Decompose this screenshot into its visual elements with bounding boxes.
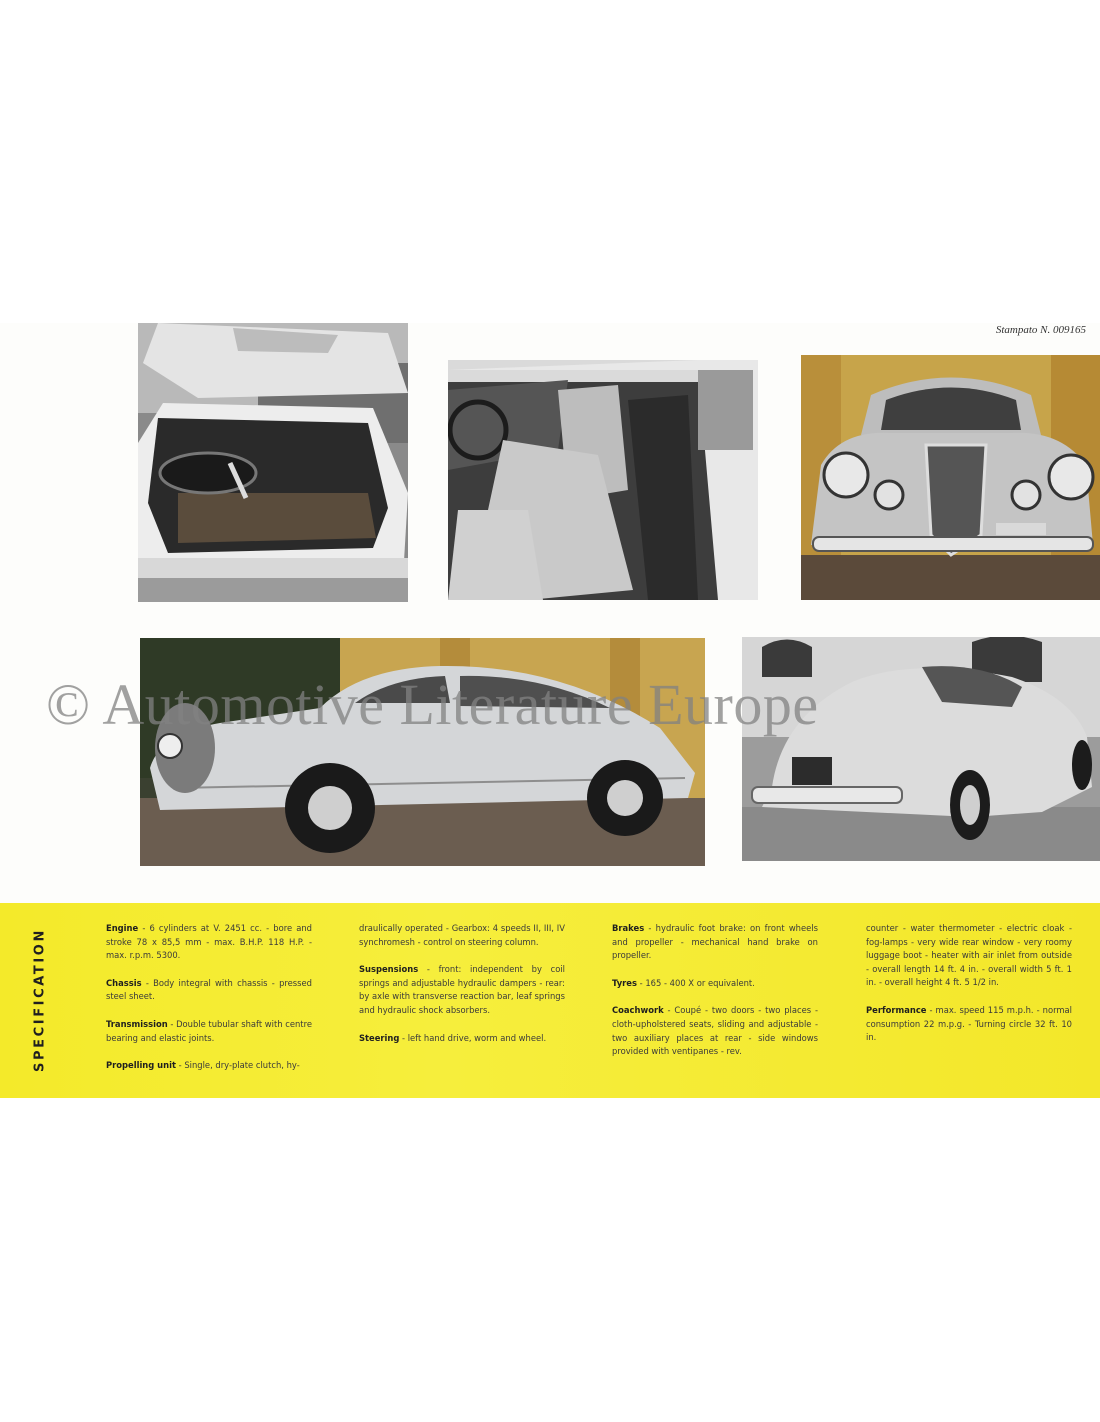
- spec-entry-performance: Performance - max. speed 115 m.p.h. - normal consumption 22 m.p.g. - Turning circle 32 ft. 10 in.: [866, 1004, 1072, 1043]
- print-number: Stampato N. 009165: [995, 324, 1086, 336]
- spec-entry-tyres: Tyres - 165 - 400 X or equivalent.: [612, 977, 755, 988]
- spec-column-3: [612, 922, 818, 1059]
- spec-entry-brakes: Brakes - hydraulic foot brake: on front wheels and propeller - mechanical hand brake on propeller.: [612, 923, 818, 961]
- spec-entry-coachwork-cont: counter - water thermometer - electric cloak - fog-lamps - very wide rear window - very roomy luggage boot - heater with air inlet from outside - overall length 14 ft. 4 in. - overall width 5 ft. 1 in. - overall height 4 ft. 5 1/2 in.: [866, 923, 1072, 988]
- photo-interior-seats: [448, 360, 758, 600]
- spec-entry-coachwork: Coachwork - Coupé - two doors - two places - cloth-upholstered seats, sliding and adjustable - two auxiliary places at rear - side windows provided with ventipanes - rev.: [612, 1005, 818, 1057]
- spec-column-1: [106, 922, 312, 1073]
- spec-entry-transmission: Transmission - Double tubular shaft with centre bearing and elastic joints.: [106, 1018, 312, 1043]
- spec-entry-steering: Steering - left hand drive, worm and wheel.: [359, 1032, 547, 1043]
- spec-column-4: [866, 922, 1072, 1045]
- spec-entry-suspensions: Suspensions - front: independent by coil springs and adjustable hydraulic dampers - rear: by axle with transverse reaction bar, leaf springs and hydraulic shock absorbers.: [359, 964, 565, 1015]
- spec-entry-engine: Engine - 6 cylinders at V. 2451 cc. - bore and stroke 78 x 85,5 mm - max. B.H.P. 118 H.P. - max. r.p.m. 5300.: [106, 923, 312, 961]
- spec-column-2: [359, 922, 565, 1045]
- watermark: © Automotive Literature Europe: [46, 672, 819, 737]
- spec-entry-propelling-unit-cont: draulically operated - Gearbox: 4 speeds II, III, IV synchromesh - control on steering column.: [359, 923, 565, 947]
- photo-luggage-boot: [138, 323, 408, 602]
- photo-front-view: [801, 355, 1100, 600]
- specification-title: SPECIFICATION: [32, 928, 48, 1072]
- spec-entry-chassis: Chassis - Body integral with chassis - pressed steel sheet.: [106, 977, 312, 1002]
- spec-entry-propelling-unit: Propelling unit - Single, dry-plate clutch, hy-: [106, 1060, 300, 1071]
